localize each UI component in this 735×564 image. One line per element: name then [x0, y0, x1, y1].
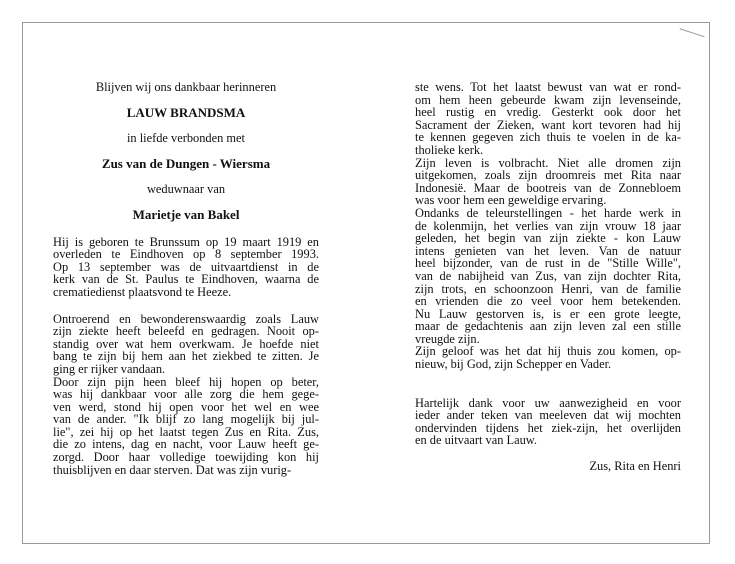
text-line: maar de gedachtenis aan zijn leven zal een stille [415, 319, 681, 334]
text-line: vreugde zijn. [415, 331, 480, 346]
widower-line: weduwnaar van [146, 182, 226, 197]
text-line: de kolenmijn, het verlies van zijn vrouw 18 jaar [415, 218, 681, 233]
deceased-name: LAUW BRANDSMA [126, 104, 246, 120]
signature: Zus, Rita en Henri [589, 459, 681, 474]
text-line: was hij dankbaar voor alle zorg die hem gege- [53, 387, 319, 402]
late-wife-name: Marietje van Bakel [132, 206, 240, 222]
text-line: uitgekomen, zoals zijn droomreis met Rita naar [415, 168, 681, 183]
text-line: en vrienden die zo veel voor hem betekenden. [415, 294, 681, 309]
text-line: ste wens. Tot het laatst bewust van wat er rond- [415, 80, 681, 94]
text-line: nieuw, bij God, zijn Schepper en Vader. [415, 357, 612, 372]
text-line: was voor hem een geweldige ervaring. [415, 193, 607, 208]
text-line: thuisblijven en daar sterven. Dat was zijn vurig- [53, 462, 292, 477]
text-line: van de ander. "Ik blijf zo lang mogelijk bij jul- [53, 412, 319, 427]
bound-line: in liefde verbonden met [126, 131, 245, 146]
text-line: Hij is geboren te Brunssum op 19 maart 1919 en [53, 234, 319, 249]
text-line: heel bijzonder, van de rust in de "Stille Wille", [415, 256, 681, 271]
left-text [53, 236, 319, 477]
memorial-card [22, 22, 710, 544]
right-text [415, 81, 681, 447]
text-line: ondervinden tijdens het ziek-zijn, het overlijden [415, 420, 681, 435]
paragraph [53, 313, 319, 477]
text-line: te kennen gegeven zich thuis te voelen in de ka- [415, 130, 681, 145]
text-line: kerk van de St. Paulus te Eindhoven, waarna de [53, 272, 319, 287]
text-line: van de nabijheid van Zus, van zijn dochter Rita, [415, 268, 681, 283]
text-line: Zijn geloof was het dat hij thuis zou komen, op- [415, 344, 681, 359]
text-line: Sacrament der Zieken, want kort tevoren had hij [415, 117, 681, 132]
text-line: ieder ander teken van meeleven dat wij mochten [415, 408, 681, 423]
text-line: tholieke kerk. [415, 142, 484, 157]
paragraph [415, 397, 681, 447]
text-line: Door zijn pijn heen bleef hij hopen op beter, [53, 374, 319, 389]
text-line: die zo intens, dag en nacht, voor Lauw heeft ge- [53, 437, 319, 452]
text-line: Indonesië. Maar de bootreis van de Zonnebloem [415, 180, 681, 195]
text-line: standig over wat hem overkwam. Je hoefde niet [53, 336, 319, 351]
text-line: Nu Lauw gestorven is, is er een grote leegte, [415, 306, 681, 321]
text-line: zijn ziekte heeft beleefd en gedragen. Nooit op- [53, 324, 319, 339]
remember-line: Blijven wij ons dankbaar herinneren [95, 80, 277, 94]
text-line: zorgd. Door haar volledige toewijding kon hij [53, 450, 319, 465]
text-line: overleden te Eindhoven op 8 september 1993. [53, 247, 319, 262]
text-line: zijn trots, en schoonzoon Henri, van de familie [415, 281, 681, 296]
text-line: lie", zei hij op het laatst tegen Zus en Rita. Zus, [53, 424, 319, 439]
text-line: Op 13 september was de uitvaartdienst in de [53, 259, 319, 274]
left-column [53, 81, 319, 476]
text-line: ging er rijker vandaan. [53, 361, 166, 376]
text-line: intens genieten van het leven. Van de natuur [415, 243, 681, 258]
text-line: bang te zijn bij hem aan het ziekbed te zitten. Je [53, 349, 319, 364]
text-line: om hem heen gebeurde kwam zijn levenseinde, [415, 92, 681, 107]
text-line: heel rustig en vredig. Gesterkt ook door het [415, 105, 681, 120]
right-column [415, 81, 681, 473]
text-line: ven werd, stond hij open voor het wel en wee [53, 399, 319, 414]
folded-corner [680, 15, 709, 37]
paragraph [415, 81, 681, 371]
paragraph [53, 236, 319, 299]
text-line: Ondanks de teleurstellingen - het harde werk in [415, 205, 681, 220]
text-line: en de uitvaart van Lauw. [415, 433, 538, 448]
text-line: Ontroerend en bewonderenswaardig zoals Lauw [53, 311, 319, 326]
text-line: crematiedienst plaatsvond te Heeze. [53, 284, 232, 299]
partner-name: Zus van de Dungen - Wiersma [101, 155, 271, 171]
text-line: Hartelijk dank voor uw aanwezigheid en voor [415, 395, 681, 410]
text-line: geleden, het begin van zijn ziekte - kon Lauw [415, 231, 681, 246]
text-line: Zijn leven is volbracht. Niet alle dromen zijn [415, 155, 681, 170]
